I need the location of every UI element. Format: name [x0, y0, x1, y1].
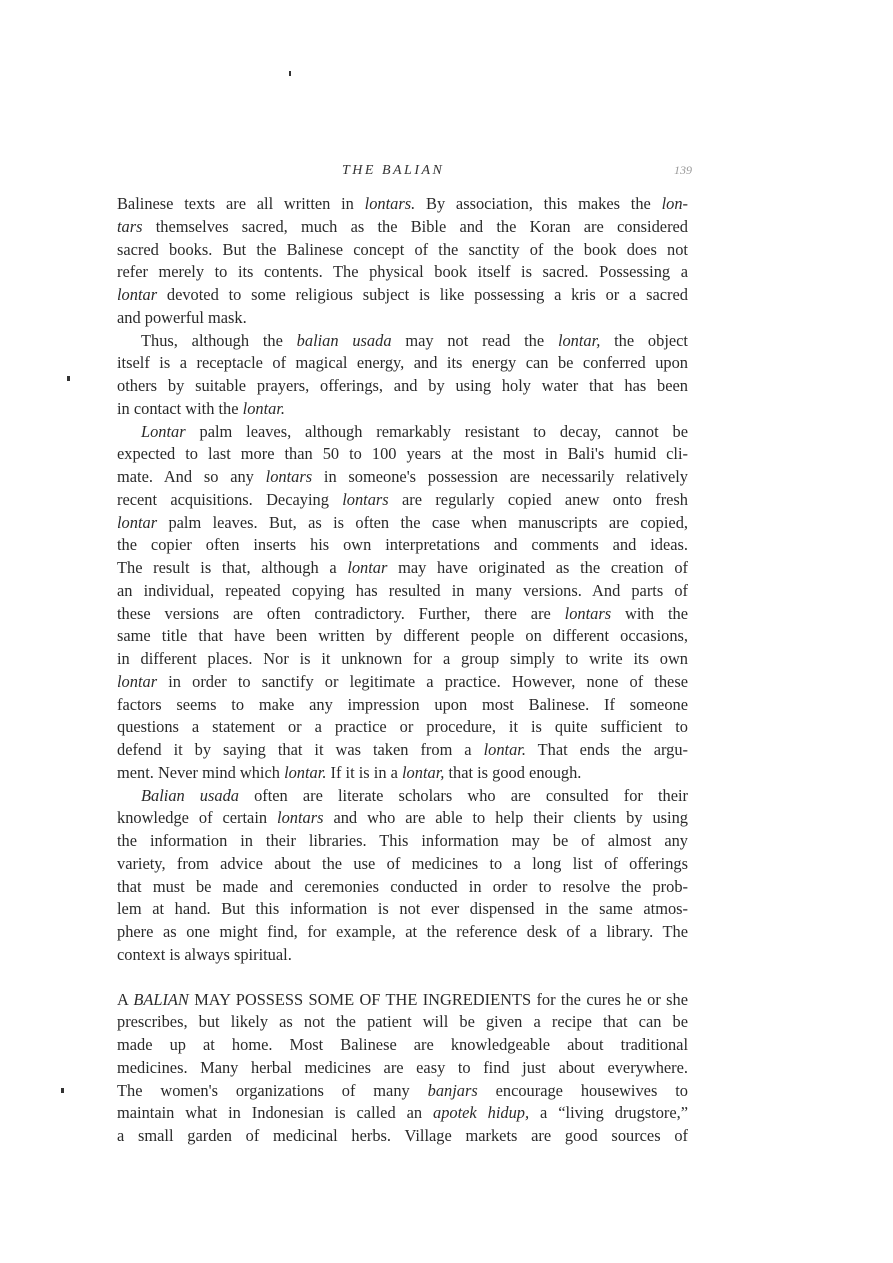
text-line: lem at hand. But this information is not ever dispensed in the same atmos- [117, 899, 688, 919]
text-line: prescribes, but likely as not the patient will be given a recipe that can be [117, 1012, 688, 1032]
text-line: a small garden of medicinal herbs. Village markets are good sources of [117, 1126, 688, 1145]
text-line: these versions are often contradictory. Further, there are lontars with the [117, 603, 688, 623]
text-line: refer merely to its contents. The physical book itself is sacred. Possessing a [117, 262, 688, 282]
text-line: questions a statement or a practice or procedure, it is quite sufficient to [117, 717, 688, 737]
text-line: Lontar palm leaves, although remarkably resistant to decay, cannot be [141, 421, 688, 441]
text-line: recent acquisitions. Decaying lontars are regularly copied anew onto fresh [117, 489, 689, 509]
text-line: ment. Never mind which lontar. If it is in a lontar, that is good enough. [117, 762, 582, 782]
text-line: itself is a receptacle of magical energy, and its energy can be conferred upon [117, 353, 688, 373]
text-line: the copier often inserts his own interpretations and comments and ideas. [117, 535, 688, 555]
text-line: made up at home. Most Balinese are knowledgeable about traditional [117, 1035, 688, 1054]
text-line: defend it by saying that it was taken from a lontar. That ends the argu- [117, 740, 688, 759]
text-line: A BALIAN MAY POSSESS SOME OF THE INGREDIENTS for the cures he or she [117, 989, 689, 1009]
page-number: 139 [674, 163, 692, 177]
text-line: the information in their libraries. This information may be of almost any [117, 831, 688, 850]
text-line: knowledge of certain lontars and who are able to help their clients by using [117, 808, 688, 828]
scan-speck [289, 71, 291, 76]
text-line: variety, from advice about the use of medicines to a long list of offerings [117, 853, 688, 873]
body-text [117, 193, 688, 1148]
text-line: mate. And so any lontars in someone's possession are necessarily relatively [117, 467, 688, 486]
text-line: Balinese texts are all written in lontars. By association, this makes the lon- [117, 194, 688, 213]
text-line: an individual, repeated copying has resulted in many versions. And parts of [117, 580, 688, 600]
text-line: same title that have been written by different people on different occasions, [117, 626, 688, 646]
text-line: The result is that, although a lontar may have originated as the creation of [117, 558, 688, 577]
running-title: THE BALIAN [342, 163, 445, 178]
text-line: and powerful mask. [117, 307, 247, 327]
text-line: medicines. Many herbal medicines are easy to find just about everywhere. [117, 1057, 688, 1077]
text-line: sacred books. But the Balinese concept of the sanctity of the book does not [117, 239, 688, 259]
text-line: lontar devoted to some religious subject is like possessing a kris or a sacred [117, 285, 688, 304]
text-line: context is always spiritual. [117, 944, 292, 964]
text-line: that must be made and ceremonies conducted in order to resolve the prob- [117, 876, 688, 896]
text-line: Balian usada often are literate scholars who are consulted for their [141, 785, 688, 805]
text-line: factors seems to make any impression upon most Balinese. If someone [117, 694, 688, 714]
running-head [117, 163, 692, 183]
text-line: expected to last more than 50 to 100 years at the most in Bali's humid cli- [117, 444, 688, 464]
text-line: tars themselves sacred, much as the Bible and the Koran are considered [117, 216, 688, 236]
text-line: phere as one might find, for example, at the reference desk of a library. The [117, 922, 688, 941]
section-break [117, 967, 688, 989]
scan-speck [67, 376, 70, 381]
text-line: in different places. Nor is it unknown for a group simply to write its own [117, 649, 688, 668]
scan-speck [61, 1088, 64, 1093]
text-line: lontar in order to sanctify or legitimate a practice. However, none of these [117, 671, 688, 691]
text-line: The women's organizations of many banjars encourage housewives to [117, 1080, 688, 1100]
text-line: in contact with the lontar. [117, 398, 285, 418]
text-line: Thus, although the balian usada may not read the lontar, the object [141, 330, 688, 350]
text-line: lontar palm leaves. But, as is often the case when manuscripts are copied, [117, 512, 688, 532]
text-line: maintain what in Indonesian is called an apotek hidup, a “living drugstore,” [117, 1103, 688, 1123]
text-line: others by suitable prayers, offerings, and by using holy water that has been [117, 376, 688, 395]
